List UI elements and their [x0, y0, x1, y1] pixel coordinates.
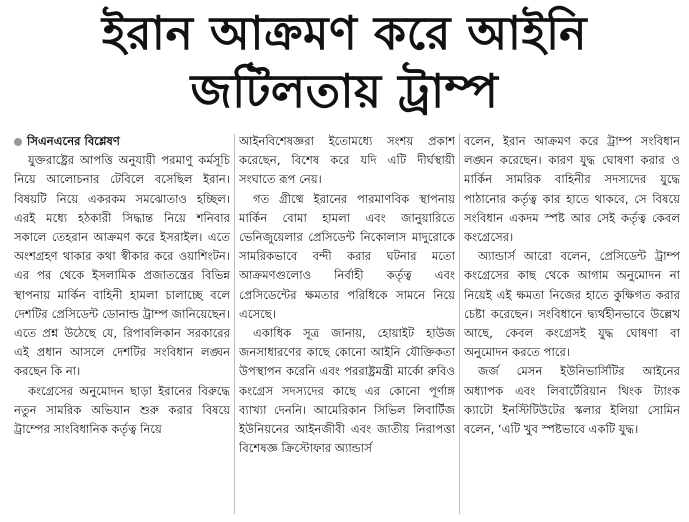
column-1 [14, 132, 230, 516]
article-body [14, 132, 680, 516]
paragraph: গত গ্রীষ্মে ইরানের পারমাণবিক স্থাপনায় মার্কিন বোমা হামলা এবং জানুয়ারিতে ভেনিজুয়েলার প্রেসিডেন্ট নিকোলাস মাদুরোকে সামরিকভাবে বন্দী করার ঘটনার মতো আক্রমণগুলোও নির্বাহী কর্তৃত্ব এবং প্রেসিডেন্টের ক্ষমতার পরিধিকে সামনে নিয়ে এসেছে। [239, 191, 455, 321]
column-3 [464, 132, 680, 516]
headline [0, 4, 689, 120]
paragraph: বলেন, ইরান আক্রমণ করে ট্রাম্প সংবিধান লঙ্ঘন করেছেন। কারণ যুদ্ধ ঘোষণা করার ও মার্কিন সামরিক বাহিনীর সদস্যদের যুদ্ধে পাঠানোর কর্তৃত্ব কার হাতে থাকবে, সে বিষয়ে সংবিধান একদম স্পষ্ট আর সেই কর্তৃত্ব কেবল কংগ্রেসের। [464, 134, 680, 245]
headline-line-1: ইরান আক্রমণ করে আইনি [101, 6, 588, 60]
paragraph: জর্জ মেসন ইউনিভার্সিটির আইনের অধ্যাপক এবং লিবার্টেরিয়ান থিংক ট্যাংক ক্যাটো ইনস্টিটিউটের স্কলার ইলিয়া সোমিন বলেন, ‘এটি খুব স্পষ্টভাবে একটি যুদ্ধ। [464, 364, 680, 437]
paragraph: আইনবিশেষজ্ঞরা ইতোমধ্যে সংশয় প্রকাশ করেছেন, বিশেষ করে যদি এটি দীর্ঘস্থায়ী সংঘাতে রূপ নেয়। [239, 134, 455, 187]
paragraph: যুক্তরাষ্ট্রের আপত্তি অনুযায়ী পরমাণু কর্মসূচি নিয়ে আলোচনার টেবিলে বসেছিল ইরান। বিষয়টি নিয়ে একরকম সমঝোতাও হচ্ছিল। এরই মধ্যে হঠকারী সিদ্ধান্ত নিয়ে শনিবার সকালে তেহরান আক্রমণ করে ইসরাইল। এতে অংশগ্রহণ থাকার কথা স্বীকার করে ওয়াশিংটন। এর পর থেকে ইসলামিক প্রজাতন্ত্রের বিভিন্ন স্থাপনায় মার্কিন বাহিনী হামলা চালাচ্ছে বলে দেশটির প্রেসিডেন্ট ডোনাল্ড ট্রাম্প জানিয়েছেন। এতে প্রশ্ন উঠেছে যে, রিপাবলিকান সরকারের এই প্রধান আসলে দেশটির সংবিধান লঙ্ঘন করছেন কি না। [14, 153, 230, 379]
paragraph: একাধিক সূত্র জানায়, হোয়াইট হাউজ জনসাধারণের কাছে কোনো আইনি যৌক্তিকতা উপস্থাপন করেনি এবং পররাষ্ট্রমন্ত্রী মার্কো রুবিও কংগ্রেস সদস্যদের কাছে এর কোনো পূর্ণাঙ্গ ব্যাখ্যা দেননি। আমেরিকান সিভিল লিবার্টিজ ইউনিয়নের আইনজীবী এবং জাতীয় নিরাপত্তা বিশেষজ্ঞ ক্রিস্টোফার অ্যান্ডার্স [239, 326, 455, 456]
headline-line-2: জটিলতায় ট্রাম্প [190, 64, 499, 118]
column-divider [234, 134, 235, 514]
kicker-line [14, 132, 230, 151]
bullet-icon [14, 138, 22, 146]
column-2 [239, 132, 455, 516]
column-divider [459, 134, 460, 514]
paragraph: কংগ্রেসের অনুমোদন ছাড়া ইরানের বিরুদ্ধে নতুন সামরিক অভিযান শুরু করার বিষয়ে ট্রাম্পের সাংবিধানিক কর্তৃত্ব নিয়ে [14, 383, 230, 437]
kicker: সিএনএনের বিশ্লেষণ [27, 134, 120, 148]
paragraph: অ্যান্ডার্স আরো বলেন, প্রেসিডেন্ট ট্রাম্প কংগ্রেসের কাছ থেকে আগাম অনুমোদন না নিয়েই এই ক্ষমতা নিজের হাতে কুক্ষিগত করার চেষ্টা করেছেন। সংবিধানে দ্ব্যর্থহীনভাবে উল্লেখ আছে, কেবল কংগ্রেসই যুদ্ধ ঘোষণা বা অনুমোদন করতে পারে। [464, 249, 680, 360]
